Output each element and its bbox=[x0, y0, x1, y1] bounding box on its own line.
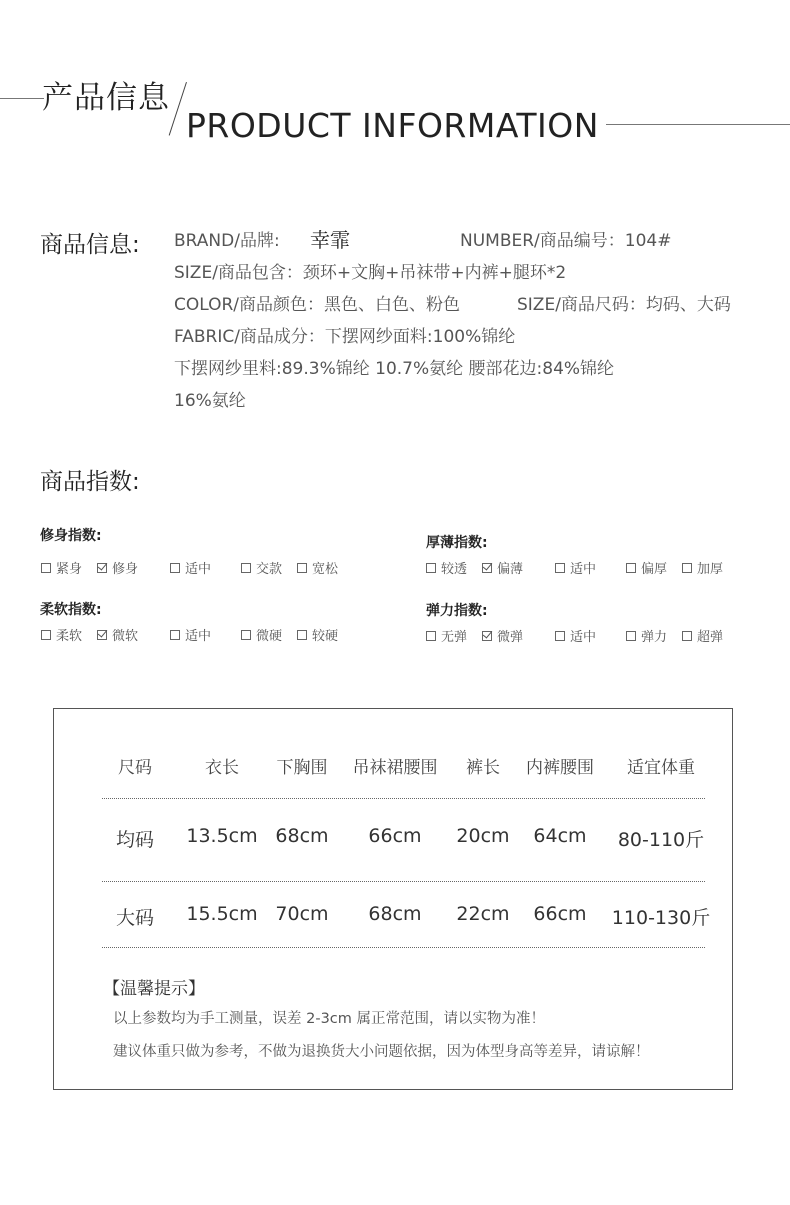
index-option-label: 超弹 bbox=[697, 630, 724, 645]
info-section-title: 商品信息: bbox=[40, 232, 140, 258]
table-divider bbox=[102, 798, 705, 799]
table-header-cell: 下胸围 bbox=[276, 758, 328, 778]
checkbox-empty-icon bbox=[170, 630, 180, 640]
table-header-cell: 吊袜裙腰围 bbox=[352, 758, 438, 778]
checkbox-empty-icon bbox=[555, 631, 565, 641]
index-option-label: 适中 bbox=[185, 629, 212, 644]
index-option-label: 适中 bbox=[570, 630, 597, 645]
index-option bbox=[97, 625, 138, 644]
table-header-cell: 适宜体重 bbox=[627, 758, 695, 778]
tips-line-1: 以上参数均为手工测量，误差 2-3cm 属正常范围，请以实物为准！ bbox=[113, 1011, 545, 1027]
tips-line-2: 建议体重只做为参考，不做为退换货大小问题依据，因为体型身高等差异，请谅解！ bbox=[113, 1044, 650, 1060]
table-cell: 13.5cm bbox=[186, 825, 258, 847]
table-header-cell: 尺码 bbox=[118, 758, 152, 778]
index-option-label: 适中 bbox=[185, 562, 212, 577]
table-cell: 70cm bbox=[275, 903, 329, 925]
checkbox-empty-icon bbox=[626, 631, 636, 641]
table-cell: 80-110斤 bbox=[617, 829, 705, 851]
checkbox-empty-icon bbox=[241, 630, 251, 640]
checkbox-empty-icon bbox=[555, 563, 565, 573]
index-option bbox=[241, 625, 282, 644]
size-contents: SIZE/商品包含：颈环+文胸+吊袜带+内裤+腿环*2 bbox=[174, 263, 567, 283]
checkbox-empty-icon bbox=[41, 563, 51, 573]
index-option-label: 柔软 bbox=[56, 629, 83, 644]
header-line-right bbox=[606, 124, 790, 125]
table-divider bbox=[102, 881, 705, 882]
index-option-label: 偏薄 bbox=[497, 562, 524, 577]
checkbox-empty-icon bbox=[41, 630, 51, 640]
table-divider bbox=[102, 947, 705, 948]
brand-label: BRAND/品牌: bbox=[174, 231, 280, 251]
index-option-label: 适中 bbox=[570, 562, 597, 577]
indices-section-title: 商品指数: bbox=[40, 469, 140, 495]
checkbox-empty-icon bbox=[426, 563, 436, 573]
index-group-title: 修身指数: bbox=[40, 528, 102, 544]
index-option-label: 修身 bbox=[112, 562, 139, 577]
checkbox-empty-icon bbox=[682, 631, 692, 641]
table-header-cell: 衣长 bbox=[205, 758, 239, 778]
index-group-title: 柔软指数: bbox=[40, 602, 102, 618]
table-cell: 68cm bbox=[368, 903, 422, 925]
checkbox-empty-icon bbox=[241, 563, 251, 573]
table-header-cell: 裤长 bbox=[466, 758, 500, 778]
index-option bbox=[626, 626, 667, 645]
checkbox-empty-icon bbox=[297, 630, 307, 640]
header-slash bbox=[169, 82, 187, 136]
index-option-label: 较硬 bbox=[312, 629, 339, 644]
table-cell: 66cm bbox=[533, 903, 587, 925]
product-sizes: SIZE/商品尺码：均码、大码 bbox=[517, 295, 731, 315]
index-option-label: 弹力 bbox=[641, 630, 668, 645]
header-title-cn: 产品信息 bbox=[42, 80, 170, 116]
index-option bbox=[682, 626, 723, 645]
index-option bbox=[626, 558, 667, 577]
header-line-left bbox=[0, 98, 44, 99]
table-cell: 20cm bbox=[456, 825, 510, 847]
checkbox-empty-icon bbox=[626, 563, 636, 573]
table-cell: 68cm bbox=[275, 825, 329, 847]
index-group-title: 弹力指数: bbox=[426, 603, 488, 619]
index-group-title: 厚薄指数: bbox=[426, 535, 488, 551]
index-option-label: 偏厚 bbox=[641, 562, 668, 577]
index-option bbox=[41, 558, 82, 577]
index-option-label: 微软 bbox=[112, 629, 139, 644]
index-option bbox=[97, 558, 138, 577]
checkbox-empty-icon bbox=[297, 563, 307, 573]
index-option bbox=[170, 625, 211, 644]
index-option bbox=[426, 558, 467, 577]
header-title-en: PRODUCT INFORMATION bbox=[186, 106, 599, 145]
index-option bbox=[41, 625, 82, 644]
product-lining-cont: 16%氨纶 bbox=[174, 391, 246, 411]
index-option-label: 紧身 bbox=[56, 562, 83, 577]
index-option bbox=[170, 558, 211, 577]
checkbox-empty-icon bbox=[170, 563, 180, 573]
index-option-label: 宽松 bbox=[312, 562, 339, 577]
product-number: NUMBER/商品编号：104# bbox=[460, 231, 672, 251]
checkbox-checked-icon bbox=[482, 631, 492, 641]
index-option bbox=[482, 558, 523, 577]
checkbox-checked-icon bbox=[97, 630, 107, 640]
product-colors: COLOR/商品颜色：黑色、白色、粉色 bbox=[174, 295, 461, 315]
product-lining: 下摆网纱里料:89.3%锦纶 10.7%氨纶 腰部花边:84%锦纶 bbox=[174, 359, 615, 379]
table-cell: 64cm bbox=[533, 825, 587, 847]
index-option bbox=[297, 625, 338, 644]
checkbox-empty-icon bbox=[426, 631, 436, 641]
index-option-label: 无弹 bbox=[441, 630, 468, 645]
table-row-label: 大码 bbox=[115, 907, 155, 929]
checkbox-empty-icon bbox=[682, 563, 692, 573]
product-fabric: FABRIC/商品成分：下摆网纱面料:100%锦纶 bbox=[174, 327, 516, 347]
index-option bbox=[241, 558, 282, 577]
checkbox-checked-icon bbox=[97, 563, 107, 573]
index-option-label: 较透 bbox=[441, 562, 468, 577]
table-cell: 15.5cm bbox=[186, 903, 258, 925]
table-cell: 110-130斤 bbox=[611, 907, 711, 929]
index-option-label: 加厚 bbox=[697, 562, 724, 577]
index-option bbox=[297, 558, 338, 577]
index-option-label: 微弹 bbox=[497, 630, 524, 645]
table-cell: 22cm bbox=[456, 903, 510, 925]
index-option bbox=[682, 558, 723, 577]
index-option bbox=[482, 626, 523, 645]
index-option-label: 微硬 bbox=[256, 629, 283, 644]
index-option-label: 交款 bbox=[256, 562, 283, 577]
index-option bbox=[555, 626, 596, 645]
table-row-label: 均码 bbox=[115, 829, 155, 851]
checkbox-checked-icon bbox=[482, 563, 492, 573]
tips-title: 【温馨提示】 bbox=[103, 979, 205, 999]
brand-value: 幸霏 bbox=[310, 228, 350, 252]
table-header-cell: 内裤腰围 bbox=[526, 758, 594, 778]
table-cell: 66cm bbox=[368, 825, 422, 847]
index-option bbox=[555, 558, 596, 577]
index-option bbox=[426, 626, 467, 645]
